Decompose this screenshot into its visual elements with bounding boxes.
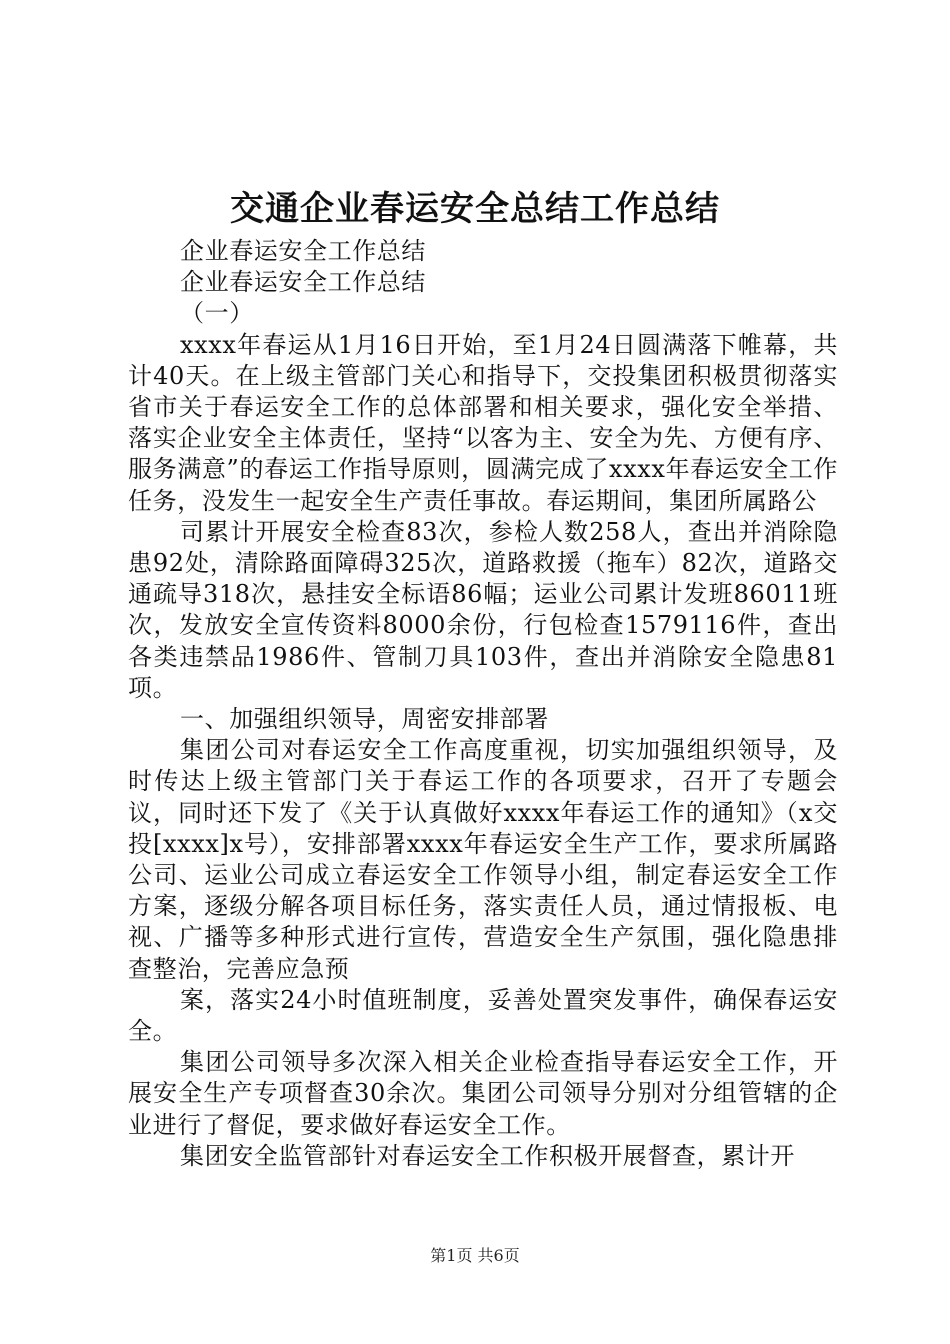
- paragraph-organization: 集团公司对春运安全工作高度重视，切实加强组织领导，及时传达上级主管部门关于春运工作的各项要求，召开了专题会议，同时还下发了《关于认真做好xxxx年春运工作的通知》（x交投[xxxx]x号），安排部署xxxx年春运安全生产工作，要求所属路公司、运业公司成立春运安全工作领导小组，制定春运安全工作方案，逐级分解各项目标任务，落实责任人员，通过情报板、电视、广播等多种形式进行宣传，营造安全生产氛围，强化隐患排查整治，完善应急预: [128, 736, 838, 983]
- paragraph-statistics: 司累计开展安全检查83次，参检人数258人，查出并消除隐患92处，清除路面障碍325次，道路救援（拖车）82次，道路交通疏导318次，悬挂安全标语86幅；运业公司累计发班86011班次，发放安全宣传资料8000余份，行包检查1579116件，查出各类违禁品1986件、管制刀具103件，查出并消除安全隐患81项。: [128, 517, 838, 702]
- subtitle-line-1: 企业春运安全工作总结: [180, 237, 426, 265]
- paragraph-duty: 案，落实24小时值班制度，妥善处置突发事件，确保春运安全。: [128, 985, 838, 1046]
- document-title: 交通企业春运安全总结工作总结: [230, 189, 720, 229]
- paragraph-supervision: 集团安全监管部针对春运安全工作积极开展督查，累计开: [180, 1141, 795, 1170]
- section-marker: （一）: [180, 299, 254, 328]
- page-footer: 第1页 共6页: [430, 1246, 520, 1265]
- paragraph-overview: xxxx年春运从1月16日开始，至1月24日圆满落下帷幕，共计40天。在上级主管部门关心和指导下，交投集团积极贯彻落实省市关于春运安全工作的总体部署和相关要求，强化安全举措、落实企业安全主体责任，坚持“以客为主、安全为先、方便有序、服务满意”的春运工作指导原则，圆满完成了xxxx年春运安全工作任务，没发生一起安全生产责任事故。春运期间，集团所属路公: [128, 330, 838, 515]
- document-body: [128, 236, 838, 1172]
- paragraph-leadership: 集团公司领导多次深入相关企业检查指导春运安全工作，开展安全生产专项督查30余次。集团公司领导分别对分组管辖的企业进行了督促，要求做好春运安全工作。: [128, 1048, 838, 1139]
- section-heading-1: 一、加强组织领导，周密安排部署: [180, 705, 549, 734]
- subtitle-line-2: 企业春运安全工作总结: [180, 268, 426, 297]
